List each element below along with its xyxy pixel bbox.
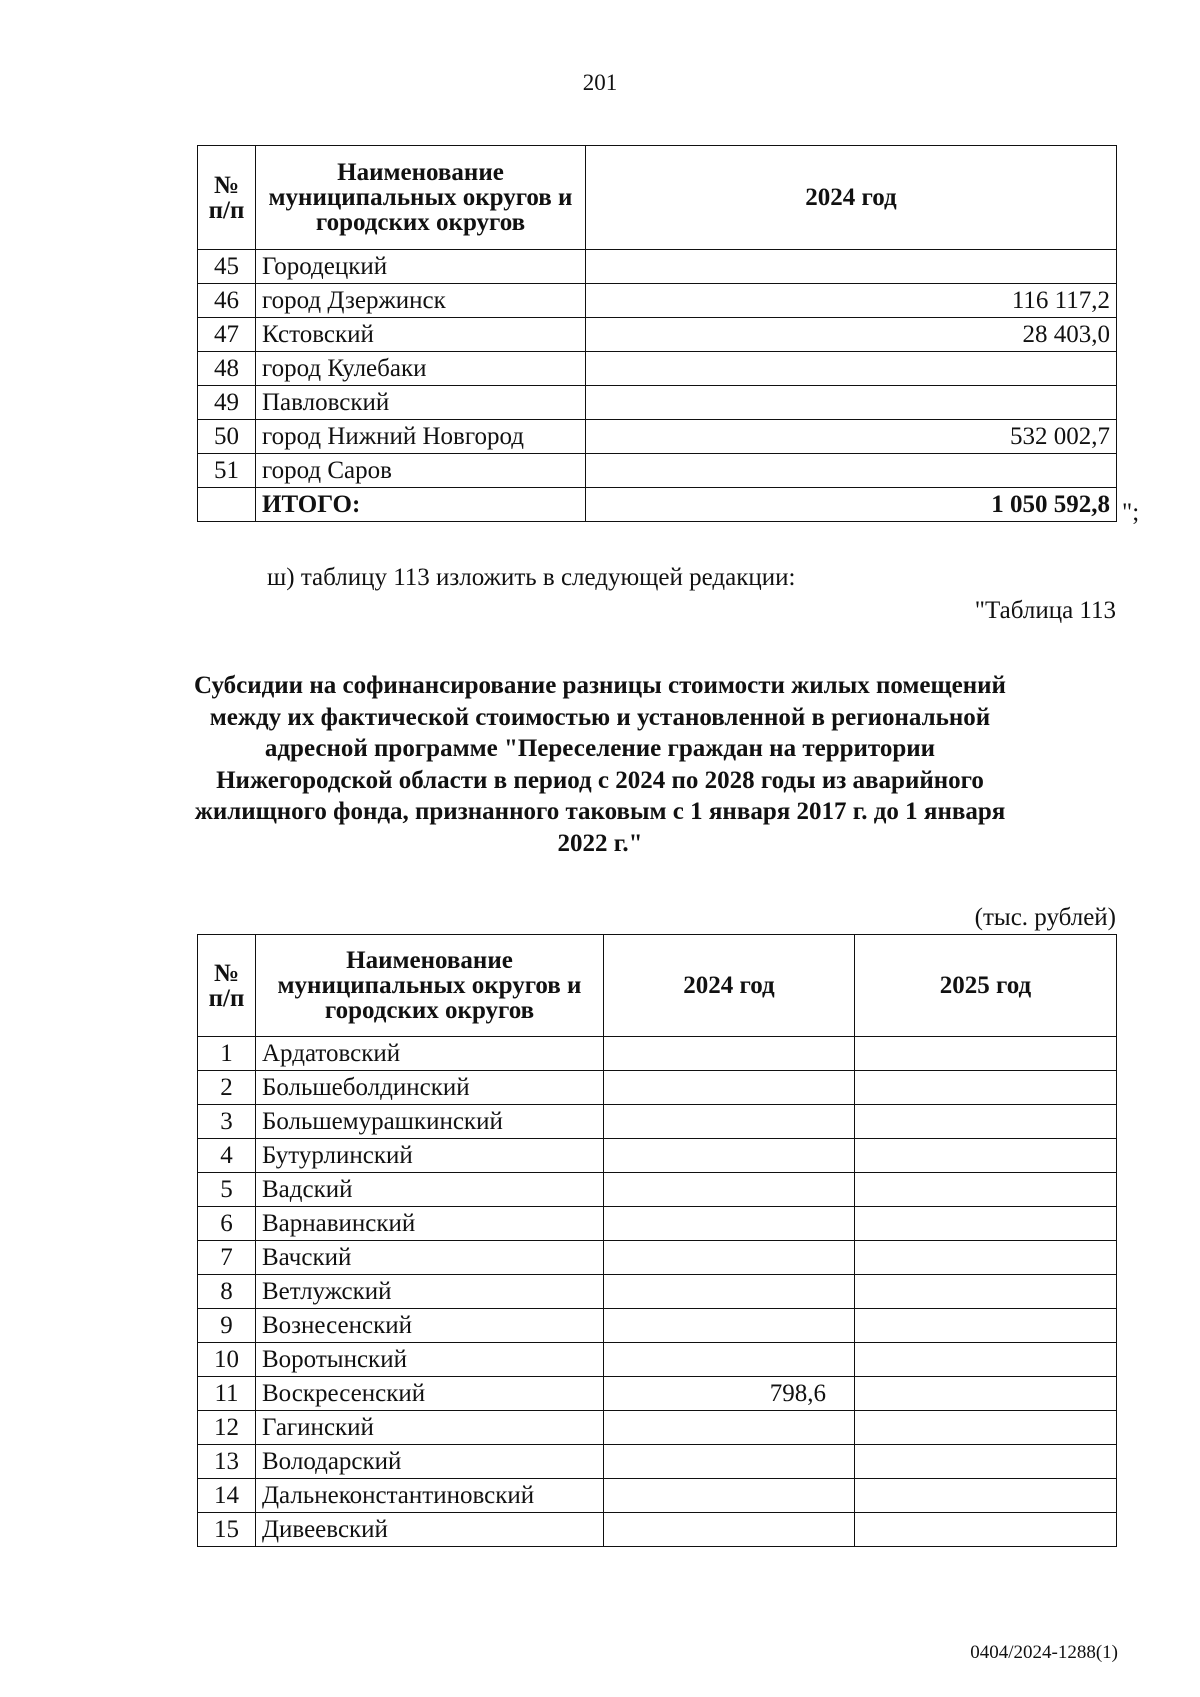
- row-value-2024: [604, 1309, 855, 1343]
- table-row: [198, 1513, 1117, 1547]
- row-name: Дальнеконстантиновский: [256, 1479, 604, 1513]
- row-name: Володарский: [256, 1445, 604, 1479]
- row-value-2024: [604, 1275, 855, 1309]
- row-value-2024: [604, 1479, 855, 1513]
- row-value-2025: [855, 1241, 1117, 1275]
- total-label: ИТОГО:: [256, 488, 586, 522]
- table-row: [198, 1071, 1117, 1105]
- document-code: 0404/2024-1288(1): [970, 1642, 1118, 1663]
- row-number: 8: [198, 1275, 256, 1309]
- row-number: 10: [198, 1343, 256, 1377]
- row-value-2025: [855, 1037, 1117, 1071]
- row-value-2025: [855, 1309, 1117, 1343]
- table-row: [198, 250, 1117, 284]
- row-value-2024: [604, 1411, 855, 1445]
- row-number: 49: [198, 386, 256, 420]
- row-name: Городецкий: [256, 250, 586, 284]
- row-value-2024: [586, 250, 1117, 284]
- table-row: [198, 420, 1117, 454]
- total-value-2024: 1 050 592,8: [586, 488, 1117, 522]
- row-number: 4: [198, 1139, 256, 1173]
- row-value-2024: [604, 1241, 855, 1275]
- row-number: 6: [198, 1207, 256, 1241]
- row-name: Большеболдинский: [256, 1071, 604, 1105]
- row-number: 11: [198, 1377, 256, 1411]
- column-header-2024: 2024 год: [604, 935, 855, 1037]
- row-name: Вачский: [256, 1241, 604, 1275]
- row-number: 7: [198, 1241, 256, 1275]
- table-row: [198, 284, 1117, 318]
- row-name: Кстовский: [256, 318, 586, 352]
- row-value-2025: [855, 1207, 1117, 1241]
- row-value-2024: 532 002,7: [586, 420, 1117, 454]
- table-row: [198, 1207, 1117, 1241]
- row-name: Большемурашкинский: [256, 1105, 604, 1139]
- row-value-2025: [855, 1377, 1117, 1411]
- row-name: Варнавинский: [256, 1207, 604, 1241]
- row-value-2025: [855, 1071, 1117, 1105]
- row-value-2024: [604, 1037, 855, 1071]
- row-number: 2: [198, 1071, 256, 1105]
- closing-quote: ";: [1122, 499, 1140, 526]
- row-name: Ардатовский: [256, 1037, 604, 1071]
- instruction-text: ш) таблицу 113 изложить в следующей редакции:: [267, 564, 796, 591]
- table-row: [198, 1139, 1117, 1173]
- table-row: [198, 1241, 1117, 1275]
- row-value-2024: [604, 1513, 855, 1547]
- row-value-2024: [604, 1173, 855, 1207]
- units-label: (тыс. рублей): [974, 904, 1116, 931]
- row-name: Бутурлинский: [256, 1139, 604, 1173]
- row-number: 5: [198, 1173, 256, 1207]
- row-number: 46: [198, 284, 256, 318]
- row-name: город Саров: [256, 454, 586, 488]
- table-title: Субсидии на софинансирование разницы стоимости жилых помещений между их фактической стоимостью и установленной в региональной адресной программе "Переселение граждан на территории Нижегородской области в период с 2024 по 2028 годы из аварийного жилищного фонда, признанного таковым с 1 января 2017 г. до 1 января 2022 г.": [194, 672, 1006, 857]
- table-row: [198, 1445, 1117, 1479]
- row-name: город Нижний Новгород: [256, 420, 586, 454]
- row-name: Гагинский: [256, 1411, 604, 1445]
- row-value-2025: [855, 1411, 1117, 1445]
- total-row: [198, 488, 1117, 522]
- row-number: 1: [198, 1037, 256, 1071]
- row-value-2025: [855, 1173, 1117, 1207]
- row-value-2024: [586, 386, 1117, 420]
- table-row: [198, 454, 1117, 488]
- row-number: 50: [198, 420, 256, 454]
- row-name: Воротынский: [256, 1343, 604, 1377]
- row-name: город Кулебаки: [256, 352, 586, 386]
- row-name: Вознесенский: [256, 1309, 604, 1343]
- row-value-2025: [855, 1275, 1117, 1309]
- row-name: город Дзержинск: [256, 284, 586, 318]
- row-number: 47: [198, 318, 256, 352]
- column-header-number: № п/п: [198, 935, 256, 1037]
- row-number: 14: [198, 1479, 256, 1513]
- table-row: [198, 1411, 1117, 1445]
- row-number: 13: [198, 1445, 256, 1479]
- row-value-2024: [604, 1105, 855, 1139]
- table-row: [198, 1479, 1117, 1513]
- row-name: Ветлужский: [256, 1275, 604, 1309]
- table-row: [198, 386, 1117, 420]
- row-number: 3: [198, 1105, 256, 1139]
- table-continued: [197, 145, 1117, 522]
- row-value-2025: [855, 1343, 1117, 1377]
- row-value-2024: [604, 1445, 855, 1479]
- column-header-name: Наименование муниципальных округов и городских округов: [256, 935, 604, 1037]
- table-row: [198, 1173, 1117, 1207]
- column-header-2024: 2024 год: [586, 146, 1117, 250]
- row-number: 15: [198, 1513, 256, 1547]
- row-value-2024: [604, 1207, 855, 1241]
- table-label: "Таблица 113: [974, 597, 1116, 624]
- row-value-2025: [855, 1479, 1117, 1513]
- table-row: [198, 1037, 1117, 1071]
- row-name: Павловский: [256, 386, 586, 420]
- row-name: Дивеевский: [256, 1513, 604, 1547]
- row-value-2025: [855, 1139, 1117, 1173]
- row-number: 9: [198, 1309, 256, 1343]
- row-value-2024: [604, 1071, 855, 1105]
- row-value-2025: [855, 1513, 1117, 1547]
- table-row: [198, 1105, 1117, 1139]
- page-number: 201: [582, 70, 618, 95]
- column-header-2025: 2025 год: [855, 935, 1117, 1037]
- row-value-2025: [855, 1105, 1117, 1139]
- row-number: 51: [198, 454, 256, 488]
- total-number-cell: [198, 488, 256, 522]
- column-header-name: Наименование муниципальных округов и городских округов: [256, 146, 586, 250]
- row-value-2024: [586, 352, 1117, 386]
- table-row: [198, 1343, 1117, 1377]
- row-value-2024: [604, 1139, 855, 1173]
- row-number: 45: [198, 250, 256, 284]
- column-header-number: № п/п: [198, 146, 256, 250]
- row-name: Воскресенский: [256, 1377, 604, 1411]
- row-number: 48: [198, 352, 256, 386]
- row-value-2024: [586, 454, 1117, 488]
- row-value-2024: 28 403,0: [586, 318, 1117, 352]
- row-number: 12: [198, 1411, 256, 1445]
- row-name: Вадский: [256, 1173, 604, 1207]
- subsidy-table: [197, 934, 1117, 1547]
- row-value-2024: 116 117,2: [586, 284, 1117, 318]
- table-row: [198, 352, 1117, 386]
- table-row: [198, 318, 1117, 352]
- table-row: [198, 1377, 1117, 1411]
- row-value-2024: 798,6: [604, 1377, 855, 1411]
- row-value-2024: [604, 1343, 855, 1377]
- table-row: [198, 1275, 1117, 1309]
- table-row: [198, 1309, 1117, 1343]
- row-value-2025: [855, 1445, 1117, 1479]
